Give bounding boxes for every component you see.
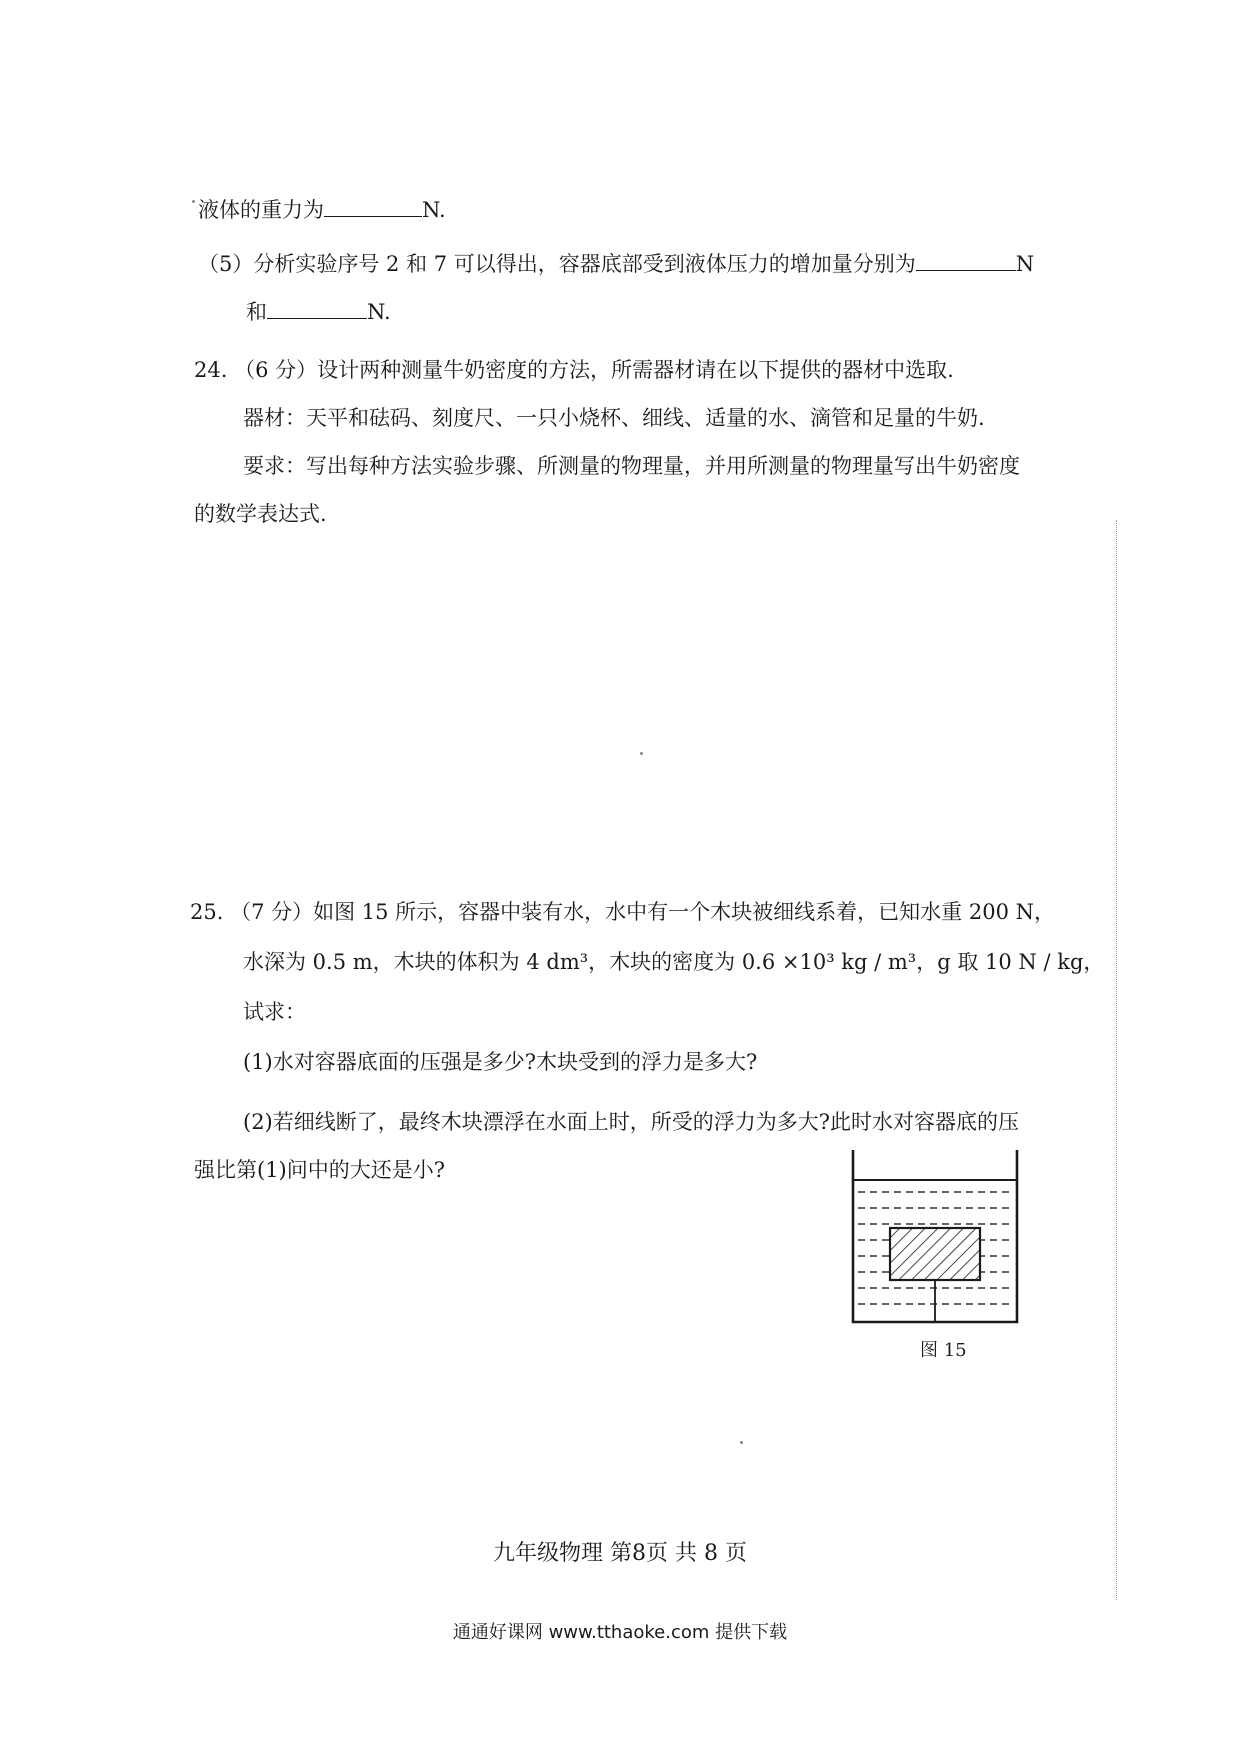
scan-speck <box>740 1441 743 1444</box>
q23-part5-text: （5）分析实验序号 2 和 7 可以得出，容器底部受到液体压力的增加量分别为 <box>198 252 916 276</box>
q24-title: 24. （6 分）设计两种测量牛奶密度的方法，所需器材请在以下提供的器材中选取. <box>194 358 954 382</box>
fold-dotted-line <box>1116 520 1117 1600</box>
q25-given: 水深为 0.5 m，木块的体积为 4 dm³，木块的密度为 0.6 ×10³ kg / m³，g 取 10 N / kg， <box>243 950 1105 974</box>
unit-label: N. <box>367 300 391 324</box>
wooden-block-hatch <box>890 1228 980 1280</box>
figure-15-diagram <box>850 1150 1020 1340</box>
unit-label: N. <box>422 198 446 222</box>
q25-part1: (1)水对容器底面的压强是多少?木块受到的浮力是多大? <box>243 1050 758 1074</box>
q24-materials: 器材：天平和砝码、刻度尺、一只小烧杯、细线、适量的水、滴管和足量的牛奶. <box>243 406 985 430</box>
page-footer: 九年级物理 第8页 共 8 页 <box>493 1541 747 1566</box>
q24-requirement-1: 要求：写出每种方法实验步骤、所测量的物理量，并用所测量的物理量写出牛奶密度 <box>243 454 1020 478</box>
answer-blank[interactable] <box>267 300 367 319</box>
answer-blank[interactable] <box>916 252 1016 271</box>
q25-part2-1: (2)若细线断了，最终木块漂浮在水面上时，所受的浮力为多大?此时水对容器底的压 <box>243 1110 1020 1134</box>
scan-speck <box>640 752 643 755</box>
q23-part5-line2 <box>246 298 391 326</box>
q23-part5-prefix: 和 <box>246 300 267 324</box>
figure-15-caption: 图 15 <box>920 1340 967 1361</box>
answer-blank[interactable] <box>324 198 422 217</box>
q25-title: 25. （7 分）如图 15 所示，容器中装有水，水中有一个木块被细线系着，已知水重 200 N， <box>190 900 1055 924</box>
unit-label: N <box>1015 252 1035 276</box>
q23-gravity-line <box>198 196 446 224</box>
q25-ask: 试求： <box>243 1000 306 1024</box>
q25-part2-2: 强比第(1)问中的大还是小? <box>194 1158 446 1182</box>
q23-gravity-text: 液体的重力为 <box>198 198 324 222</box>
q24-requirement-2: 的数学表达式. <box>194 502 327 526</box>
q23-part5-line <box>198 250 1034 278</box>
source-footer: 通通好课网 www.tthaoke.com 提供下载 <box>452 1622 788 1643</box>
scan-speck <box>192 200 195 203</box>
